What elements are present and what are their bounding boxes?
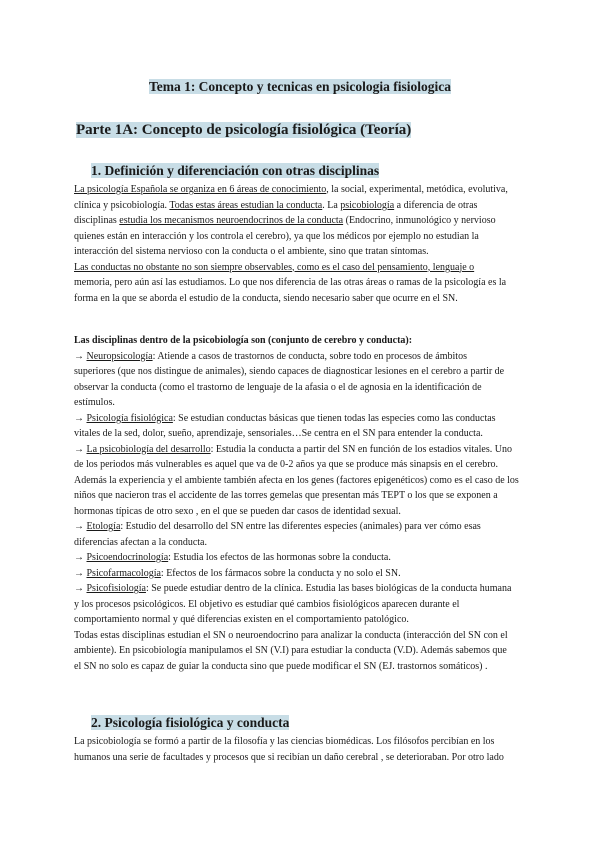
section-2-heading: 2. Psicología fisiológica y conducta: [91, 715, 290, 730]
text-line: de los periodos más vulnerables es aquel que va de 0-2 años ya que se produce más sinapsis en el cerebro.: [74, 459, 499, 470]
text-line: hormonas típicas de otro sexo , en el que se pueden dar casos de identidad sexual.: [74, 505, 401, 517]
text-line: niños que nacieron tras el accidente de las torres gemelas que presentan más TEPT o los que se exponen a: [74, 490, 498, 501]
section-1-body: [74, 182, 534, 306]
text-line: ambiente). En psicobiología manipulamos el SN (V.I) para estudiar la conducta (V.D). Además sabemos que: [74, 645, 507, 656]
text-line: vitales de la sed, dolor, sueño, aprendizaje, sensoriales…Se centra en el SN para entender la conducta.: [74, 428, 483, 439]
text-line: memoria, pero aún así las estudiamos. Lo que nos diferencia de las otras áreas o ramas de la psicología es la: [74, 277, 507, 288]
section-2-body: [74, 734, 534, 765]
text-line: Las conductas no obstante no son siempre observables, como es el caso del pensamiento, lenguaje o: [74, 261, 475, 273]
part-heading: Parte 1A: Concepto de psicología fisiológica (Teoría): [76, 122, 412, 138]
document-title: Tema 1: Concepto y tecnicas en psicologia fisiologica: [148, 79, 452, 94]
text-line: Además la experiencia y el ambiente también afecta en los genes (factores epigenéticos) como es el caso de los: [74, 474, 519, 486]
text-line: → Etología: Estudio del desarrollo del SN entre las diferentes especies (animales) para ver cómo esas: [74, 521, 481, 532]
text-line: → Psicología fisiológica: Se estudian conductas básicas que tienen todas las especies como las conductas: [74, 412, 496, 424]
text-line: comportamiento normal y qué diferencias existen en el comportamiento patológico.: [74, 614, 409, 625]
text-line: → Neuropsicología: Atiende a casos de trastornos de conducta, sobre todo en procesos de ámbitos: [74, 350, 467, 362]
text-line: estímulos.: [74, 397, 115, 408]
text-line: La psicobiología se formó a partir de la filosofía y las ciencias biomédicas. Los filósofos percibían en los: [74, 736, 495, 747]
text-line: quienes están en interacción y los controla el cerebro), ya que los médicos por ejemplo no estudian la: [74, 230, 479, 242]
text-line: disciplinas estudia los mecanismos neuroendocrinos de la conducta (Endocrino, inmunológico y nervioso: [74, 215, 496, 226]
text-line: Todas estas disciplinas estudian el SN o neuroendocrino para analizar la conducta (interacción del SN con el: [74, 629, 508, 641]
text-line: interacción del sistema nervioso con la conducta o el ambiente, sino que tratan síntomas.: [74, 246, 429, 257]
text-line: y los procesos psicológicos. El objetivo es estudiar qué cambios fisiológicos aparecen durante el: [74, 598, 460, 610]
disciplines-body: [74, 333, 534, 674]
disciplines-heading: Las disciplinas dentro de la psicobiología son (conjunto de cerebro y conducta):: [74, 335, 413, 346]
text-line: observar la conducta (como el trastorno de lenguaje de la afasia o el de agnosia en la identificación de: [74, 381, 482, 393]
text-line: → Psicofisiología: Se puede estudiar dentro de la clínica. Estudia las bases biológicas de la conducta humana: [74, 583, 512, 594]
text-line: el SN no solo es capaz de guiar la conducta sino que puede modificar el SN (EJ. trastornos somáticos) .: [74, 660, 488, 672]
text-line: superiores (que nos distingue de animales), siendo capaces de diagnosticar lesiones en el cerebro a partir de: [74, 366, 505, 377]
text-line: clínica y psicobiología. Todas estas áreas estudian la conducta. La psicobiología a diferencia de otras: [74, 199, 478, 211]
text-line: humanos una serie de facultades y procesos que si recibían un daño cerebral , se deterioraban. Por otro lado: [74, 751, 504, 763]
text-line: → La psicobiología del desarrollo: Estudia la conducta a partir del SN en función de los estadios vitales. Uno: [74, 443, 512, 455]
text-line: forma en la que se aborda el estudio de la conducta, siendo necesario saber que ocurre en el SN.: [74, 292, 458, 304]
text-line: → Psicoendocrinología: Estudia los efectos de las hormonas sobre la conducta.: [74, 552, 391, 563]
text-line: La psicología Española se organiza en 6 áreas de conocimiento, la social, experimental, metódica, evolutiva,: [74, 184, 508, 195]
text-line: diferencias afectan a la conducta.: [74, 536, 207, 548]
text-line: → Psicofarmacología: Efectos de los fármacos sobre la conducta y no solo el SN.: [74, 567, 401, 579]
section-1-heading: 1. Definición y diferenciación con otras disciplinas: [91, 163, 380, 178]
